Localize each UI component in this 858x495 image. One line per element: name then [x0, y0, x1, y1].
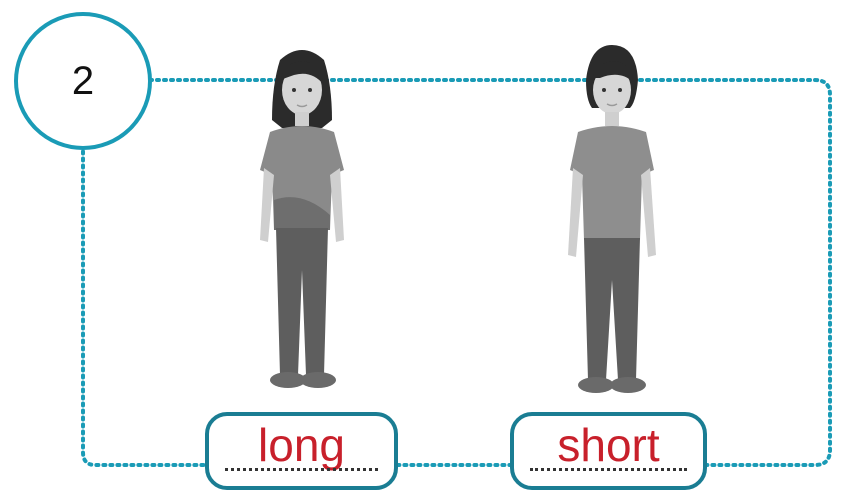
answer-box-long[interactable] [205, 412, 398, 490]
woman-long-hair-illustration [232, 40, 372, 400]
answer-box-short[interactable] [510, 412, 707, 490]
answer-writing-line [225, 468, 378, 471]
answer-text: long [258, 419, 345, 471]
answer-writing-line [530, 468, 687, 471]
exercise-number: 2 [71, 58, 95, 103]
exercise-number-badge [14, 12, 152, 150]
woman-short-hair-illustration [540, 40, 680, 405]
answer-text: short [557, 419, 660, 471]
